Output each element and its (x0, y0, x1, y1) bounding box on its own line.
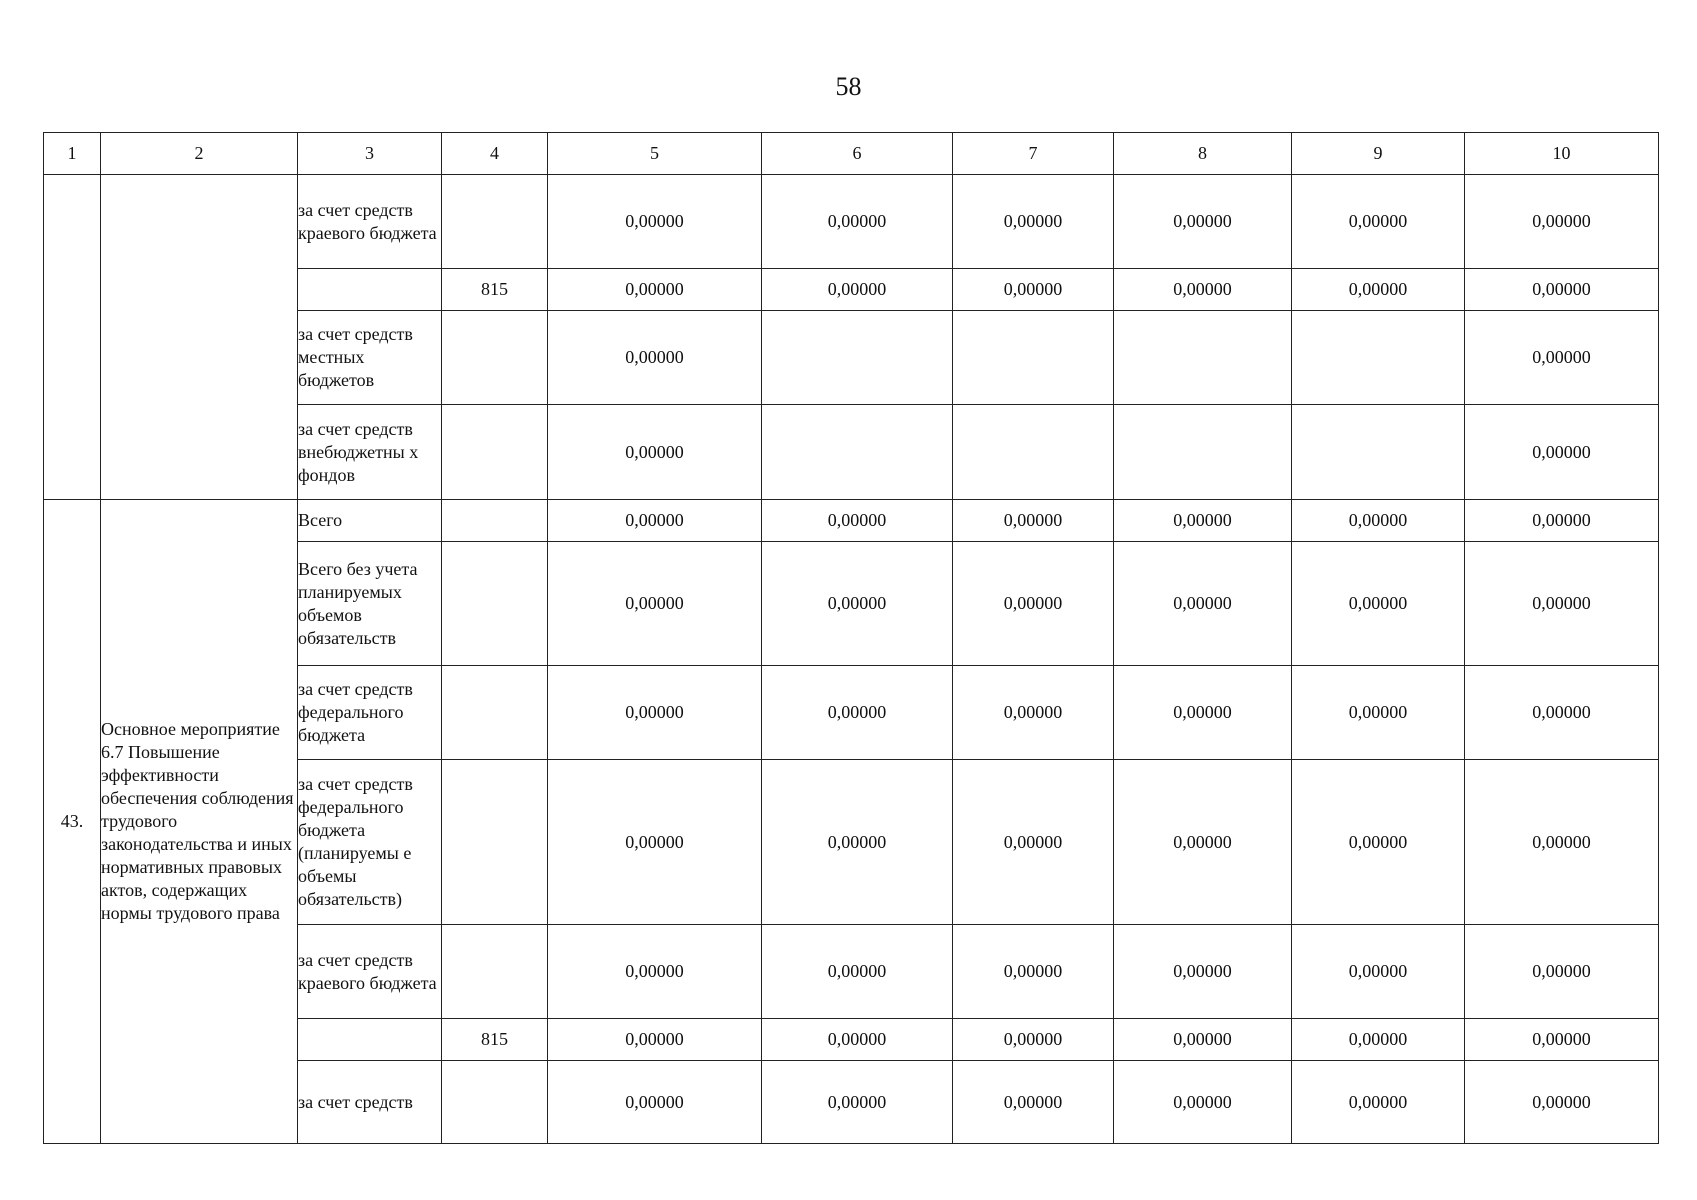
code-cell (442, 666, 548, 760)
value-cell: 0,00000 (548, 311, 762, 405)
value-cell: 0,00000 (1114, 175, 1292, 269)
funding-source-cell (298, 269, 442, 311)
value-cell (762, 311, 953, 405)
funding-source-cell: за счет средств федерального бюджета (планируемы е объемы обязательств) (298, 760, 442, 925)
event-name-cell: Основное мероприятие 6.7 Повышение эффективности обеспечения соблюдения трудового законодательства и иных нормативных правовых актов, содержащих нормы трудового права (101, 500, 298, 1144)
value-cell: 0,00000 (953, 1061, 1114, 1144)
value-cell: 0,00000 (1114, 760, 1292, 925)
value-cell (953, 311, 1114, 405)
event-name-cell (101, 175, 298, 500)
value-cell: 0,00000 (1292, 269, 1465, 311)
row-number-cell (44, 175, 101, 500)
value-cell: 0,00000 (1292, 760, 1465, 925)
value-cell: 0,00000 (1465, 269, 1659, 311)
value-cell: 0,00000 (953, 666, 1114, 760)
header-cell: 8 (1114, 133, 1292, 175)
value-cell: 0,00000 (762, 269, 953, 311)
value-cell: 0,00000 (548, 542, 762, 666)
value-cell (1114, 311, 1292, 405)
value-cell: 0,00000 (1465, 175, 1659, 269)
header-cell: 3 (298, 133, 442, 175)
value-cell (1114, 405, 1292, 500)
header-cell: 1 (44, 133, 101, 175)
funding-source-cell: за счет средств краевого бюджета (298, 925, 442, 1019)
value-cell: 0,00000 (1465, 666, 1659, 760)
funding-source-cell: за счет средств (298, 1061, 442, 1144)
funding-source-cell: за счет средств краевого бюджета (298, 175, 442, 269)
value-cell (762, 405, 953, 500)
value-cell: 0,00000 (1292, 1019, 1465, 1061)
value-cell: 0,00000 (548, 405, 762, 500)
value-cell: 0,00000 (1292, 925, 1465, 1019)
value-cell: 0,00000 (953, 1019, 1114, 1061)
value-cell: 0,00000 (1114, 500, 1292, 542)
value-cell: 0,00000 (762, 666, 953, 760)
value-cell: 0,00000 (762, 1019, 953, 1061)
header-cell: 5 (548, 133, 762, 175)
value-cell: 0,00000 (548, 925, 762, 1019)
code-cell (442, 175, 548, 269)
value-cell: 0,00000 (762, 760, 953, 925)
value-cell: 0,00000 (953, 925, 1114, 1019)
value-cell: 0,00000 (762, 542, 953, 666)
value-cell: 0,00000 (953, 760, 1114, 925)
funding-source-cell: за счет средств местных бюджетов (298, 311, 442, 405)
header-cell: 9 (1292, 133, 1465, 175)
funding-source-cell: за счет средств внебюджетны х фондов (298, 405, 442, 500)
value-cell: 0,00000 (953, 500, 1114, 542)
code-cell (442, 1061, 548, 1144)
value-cell: 0,00000 (548, 175, 762, 269)
value-cell: 0,00000 (548, 760, 762, 925)
value-cell: 0,00000 (1114, 269, 1292, 311)
header-cell: 4 (442, 133, 548, 175)
value-cell: 0,00000 (1465, 500, 1659, 542)
value-cell: 0,00000 (1465, 542, 1659, 666)
value-cell: 0,00000 (1465, 925, 1659, 1019)
value-cell: 0,00000 (762, 925, 953, 1019)
value-cell: 0,00000 (548, 666, 762, 760)
code-cell: 815 (442, 269, 548, 311)
value-cell: 0,00000 (1292, 1061, 1465, 1144)
page-number: 58 (835, 72, 862, 101)
budget-table (43, 132, 1659, 1144)
code-cell (442, 311, 548, 405)
code-cell: 815 (442, 1019, 548, 1061)
header-cell: 10 (1465, 133, 1659, 175)
funding-source-cell: Всего (298, 500, 442, 542)
value-cell: 0,00000 (1465, 760, 1659, 925)
value-cell: 0,00000 (953, 269, 1114, 311)
value-cell: 0,00000 (1292, 666, 1465, 760)
value-cell: 0,00000 (1114, 1061, 1292, 1144)
value-cell: 0,00000 (1114, 1019, 1292, 1061)
value-cell: 0,00000 (1292, 175, 1465, 269)
value-cell: 0,00000 (1465, 1061, 1659, 1144)
value-cell: 0,00000 (1465, 405, 1659, 500)
value-cell (1292, 405, 1465, 500)
value-cell: 0,00000 (762, 1061, 953, 1144)
value-cell: 0,00000 (1114, 666, 1292, 760)
value-cell: 0,00000 (1465, 311, 1659, 405)
value-cell (1292, 311, 1465, 405)
funding-source-cell: Всего без учета планируемых объемов обязательств (298, 542, 442, 666)
header-cell: 6 (762, 133, 953, 175)
value-cell: 0,00000 (953, 542, 1114, 666)
value-cell: 0,00000 (548, 500, 762, 542)
header-row (44, 133, 1659, 175)
funding-source-cell: за счет средств федерального бюджета (298, 666, 442, 760)
code-cell (442, 925, 548, 1019)
value-cell: 0,00000 (1292, 500, 1465, 542)
value-cell: 0,00000 (762, 175, 953, 269)
row-number-cell: 43. (44, 500, 101, 1144)
funding-source-cell (298, 1019, 442, 1061)
value-cell: 0,00000 (548, 1019, 762, 1061)
value-cell: 0,00000 (548, 269, 762, 311)
table-row (44, 500, 1659, 542)
value-cell: 0,00000 (548, 1061, 762, 1144)
code-cell (442, 405, 548, 500)
value-cell: 0,00000 (1114, 925, 1292, 1019)
value-cell: 0,00000 (1292, 542, 1465, 666)
value-cell: 0,00000 (762, 500, 953, 542)
code-cell (442, 542, 548, 666)
header-cell: 7 (953, 133, 1114, 175)
code-cell (442, 500, 548, 542)
value-cell: 0,00000 (953, 175, 1114, 269)
code-cell (442, 760, 548, 925)
value-cell (953, 405, 1114, 500)
value-cell: 0,00000 (1114, 542, 1292, 666)
value-cell: 0,00000 (1465, 1019, 1659, 1061)
table-row (44, 175, 1659, 269)
header-cell: 2 (101, 133, 298, 175)
